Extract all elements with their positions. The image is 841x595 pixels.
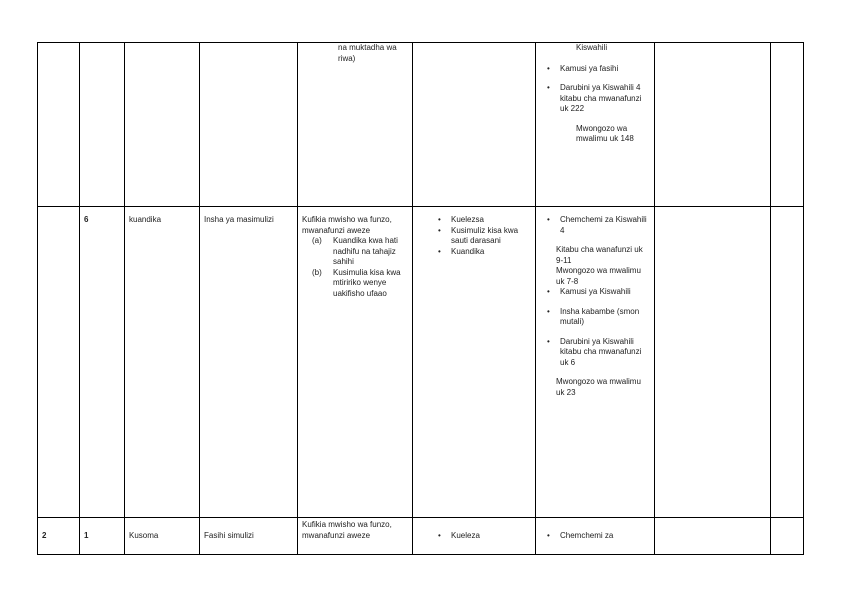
list-item: • Darubini ya Kiswahili 4 kitabu cha mwanafunzi uk 222 — [544, 83, 650, 115]
list-item: • Kuelezsa — [435, 215, 531, 226]
strand-cell: Kusoma — [125, 518, 200, 555]
extra-cell — [771, 518, 804, 555]
list-item: • Chemchemi za Kiswahili 4 — [544, 215, 650, 236]
resources-list — [540, 215, 650, 236]
strand-cell — [125, 43, 200, 207]
week-cell — [38, 207, 80, 518]
extra-cell — [771, 43, 804, 207]
list-item: • Kueleza — [435, 531, 531, 542]
objectives-list — [302, 236, 408, 299]
extra-cell — [771, 207, 804, 518]
table-row — [38, 207, 804, 518]
list-item: • Kusimuliz kisa kwa sauti darasani — [435, 226, 531, 247]
objectives-intro: Kufikia mwisho wa funzo, mwanafunzi aweze — [302, 215, 392, 235]
week-cell: 2 — [38, 518, 80, 555]
remarks-cell — [655, 43, 771, 207]
activities-list — [417, 531, 531, 542]
objectives-tail: na muktadha wa riwa) — [338, 43, 397, 63]
objectives-cell — [298, 43, 413, 207]
resources-cell — [536, 518, 655, 555]
remarks-cell — [655, 207, 771, 518]
week-cell — [38, 43, 80, 207]
lesson-cell — [80, 43, 125, 207]
resource-note: Kitabu cha wanafunzi uk 9-11 — [556, 245, 643, 265]
list-item: (b) Kusimulia kisa kwa mtiririko wenye uakifisho ufaao — [312, 267, 401, 298]
lesson-cell: 1 — [80, 518, 125, 555]
list-item: • Kamusi ya Kiswahili — [544, 287, 650, 298]
activities-cell — [413, 518, 536, 555]
activities-cell — [413, 207, 536, 518]
list-item: • Darubini ya Kiswahili kitabu cha mwanafunzi uk 6 — [544, 337, 650, 369]
resources-list — [540, 64, 650, 115]
resource-note: Mwongozo wa mwalimu uk 7-8 — [556, 266, 641, 286]
list-item: • Kuandika — [435, 247, 531, 258]
resources-cell — [536, 207, 655, 518]
resources-list — [540, 287, 650, 368]
list-item: • Insha kabambe (smon mutali) — [544, 307, 650, 328]
substrand-cell: Insha ya masimulizi — [200, 207, 298, 518]
list-item: • Kamusi ya fasihi — [544, 64, 650, 75]
list-item: (a) Kuandika kwa hati nadhifu na tahajiz sahihi — [312, 236, 398, 266]
scheme-of-work-table — [37, 42, 804, 555]
table-row — [38, 518, 804, 555]
remarks-cell — [655, 518, 771, 555]
resources-list — [540, 531, 650, 542]
list-item: • Chemchemi za — [544, 531, 650, 542]
table-row — [38, 43, 804, 207]
objectives-cell: Kufikia mwisho wa funzo, mwanafunzi aweze — [298, 518, 413, 555]
strand-cell: kuandika — [125, 207, 200, 518]
resource-continued: Kiswahili — [576, 43, 608, 52]
objectives-cell — [298, 207, 413, 518]
activities-list — [417, 215, 531, 257]
resource-note: Mwongozo wa mwalimu uk 148 — [576, 123, 634, 143]
lesson-cell: 6 — [80, 207, 125, 518]
activities-cell — [413, 43, 536, 207]
substrand-cell — [200, 43, 298, 207]
resource-note: Mwongozo wa mwalimu uk 23 — [556, 377, 641, 397]
substrand-cell: Fasihi simulizi — [200, 518, 298, 555]
resources-cell — [536, 43, 655, 207]
